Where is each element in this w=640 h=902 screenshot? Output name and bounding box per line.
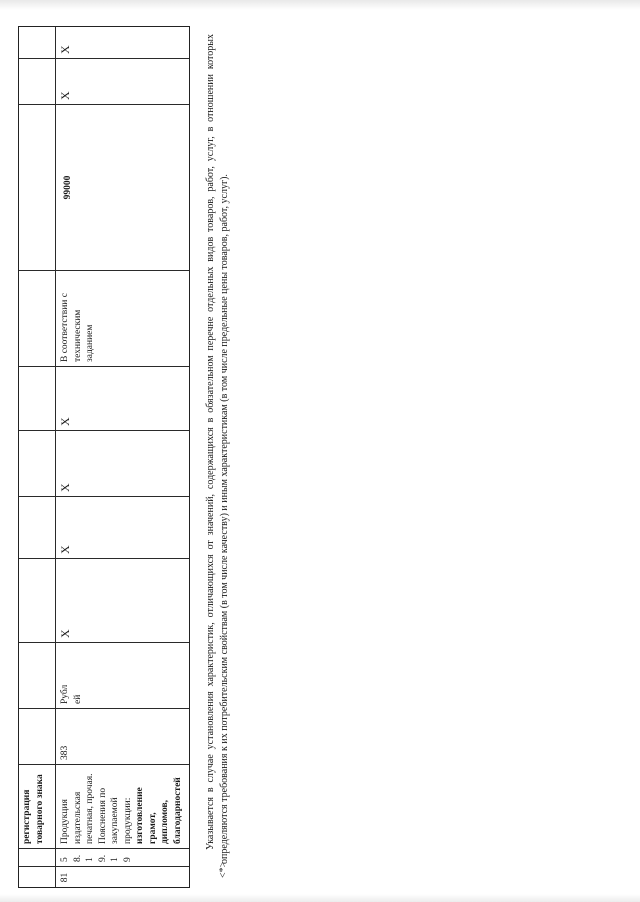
header-cell-unit [18, 642, 56, 708]
row-x1: X [56, 558, 190, 642]
header-cell-name: регистрация товарного знака [18, 764, 56, 848]
header-cell-code [18, 848, 56, 866]
row-x5: X [56, 58, 190, 104]
header-cell-c1 [18, 558, 56, 642]
footnote-text: Указывается в случае установления характеристик, отличающихся от значений, содержащихся в обязательном перечне отдельных видов товаров, работ, услуг, в отношении которых определяются требования к их потребительским свойствам (в том числе качеству) и иным характеристикам (в том числе предельные цены товаров, работ, услуг). [205, 34, 230, 864]
footnote-marker: <*> [218, 861, 229, 878]
row-x2: X [56, 496, 190, 558]
row-spec [56, 270, 190, 366]
header-cell-num [18, 866, 56, 888]
header-cell-c5 [18, 58, 56, 104]
rotated-page-content [18, 26, 290, 888]
row-name [56, 764, 190, 848]
row-okei-code: 383 [56, 708, 190, 764]
header-cell-spec [18, 270, 56, 366]
characteristics-table [18, 26, 190, 888]
page-bottom-edge [0, 894, 640, 902]
header-cell-c3 [18, 430, 56, 496]
row-unit-text: Рубл ей [60, 684, 83, 704]
row-name-plain: Продукция издательская печатная, прочая. Пояснения по закупаемой продукции: [60, 773, 133, 844]
row-num: 81 [56, 866, 190, 888]
row-unit [56, 642, 190, 708]
page-top-edge [0, 0, 640, 10]
row-x3: X [56, 430, 190, 496]
header-cell-price [18, 104, 56, 270]
header-cell-c4 [18, 366, 56, 430]
row-x6: X [56, 26, 190, 58]
row-spec-text: В соответствии с техническим заданием [60, 293, 95, 362]
header-cell-okei [18, 708, 56, 764]
row-price: 99000 [56, 104, 190, 270]
row-name-bold: изготовление грамот, дипломов, благодарностей [135, 777, 183, 844]
header-cell-c2 [18, 496, 56, 558]
header-cell-c6 [18, 26, 56, 58]
row-code: 58.19.19 [56, 848, 190, 866]
row-x4: X [56, 366, 190, 430]
